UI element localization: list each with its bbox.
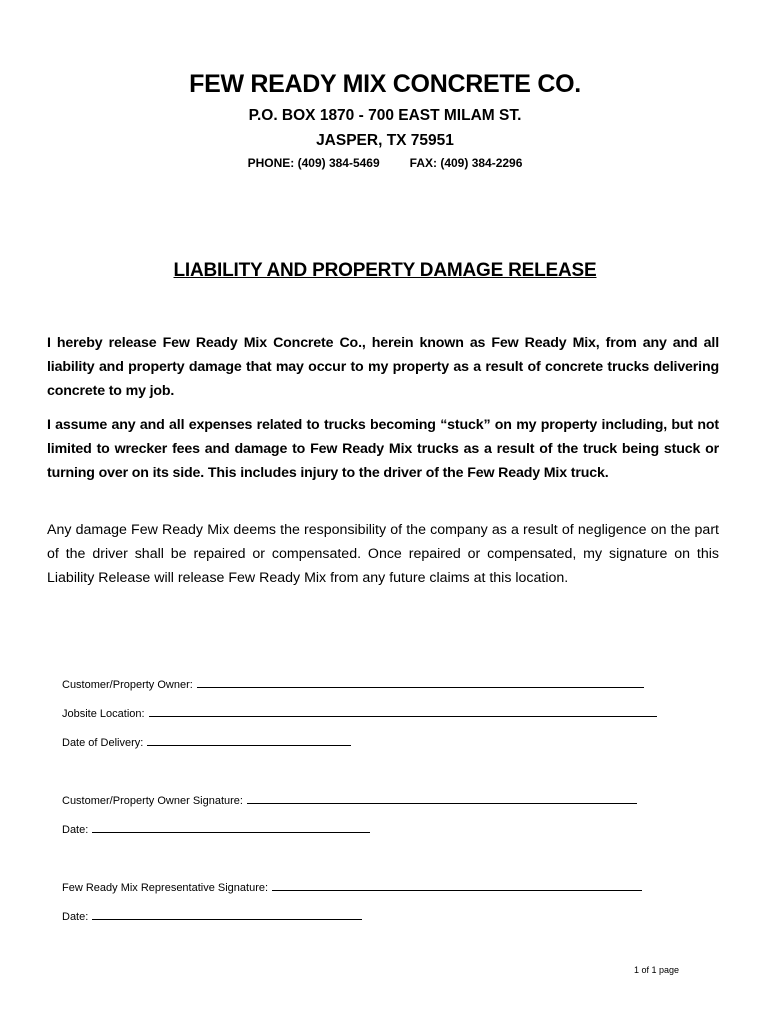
owner-field [62,676,644,691]
owner-date-line[interactable] [92,821,370,833]
company-name: FEW READY MIX CONCRETE CO. [189,70,581,98]
rep-date-line[interactable] [92,908,362,920]
owner-date-label: Date: [62,824,89,836]
document-title: LIABILITY AND PROPERTY DAMAGE RELEASE [173,260,597,281]
delivery-date-line[interactable] [147,734,351,746]
jobsite-line[interactable] [149,705,657,717]
delivery-date-field [62,734,351,749]
phone-number: PHONE: (409) 384-5469 [247,156,380,170]
jobsite-label: Jobsite Location: [62,708,145,720]
rep-signature-line[interactable] [272,879,642,891]
page-number: 1 of 1 page [634,965,680,975]
owner-signature-line[interactable] [247,792,637,804]
rep-date-label: Date: [62,911,89,923]
address-line-2: JASPER, TX 75951 [316,132,454,149]
rep-signature-field [62,879,642,894]
release-paragraph: I hereby release Few Ready Mix Concrete Co., herein known as Few Ready Mix, from any and all liability and property damage that may occur to my property as a result of concrete trucks delivering concrete to my job. [47,335,719,399]
damage-paragraph: Any damage Few Ready Mix deems the responsibility of the company as a result of negligence on the part of the driver shall be repaired or compensated. Once repaired or compensated, my signature on this Liability Release will release Few Ready Mix from any future claims at this location. [47,522,719,586]
fax-number: FAX: (409) 384-2296 [409,156,523,170]
owner-signature-field [62,792,637,807]
expenses-paragraph: I assume any and all expenses related to trucks becoming “stuck” on my property including, but not limited to wrecker fees and damage to Few Ready Mix trucks as a result of the truck being stuck or turning over on its side. This includes injury to the driver of the Few Ready Mix truck. [47,417,719,481]
jobsite-field [62,705,657,720]
owner-label: Customer/Property Owner: [62,679,193,691]
owner-line[interactable] [197,676,644,688]
rep-date-field [62,908,362,923]
owner-date-field [62,821,370,836]
contact-row [0,156,770,170]
owner-signature-label: Customer/Property Owner Signature: [62,795,243,807]
rep-signature-label: Few Ready Mix Representative Signature: [62,882,269,894]
address-line-1: P.O. BOX 1870 - 700 EAST MILAM ST. [248,107,522,124]
delivery-date-label: Date of Delivery: [62,737,144,749]
